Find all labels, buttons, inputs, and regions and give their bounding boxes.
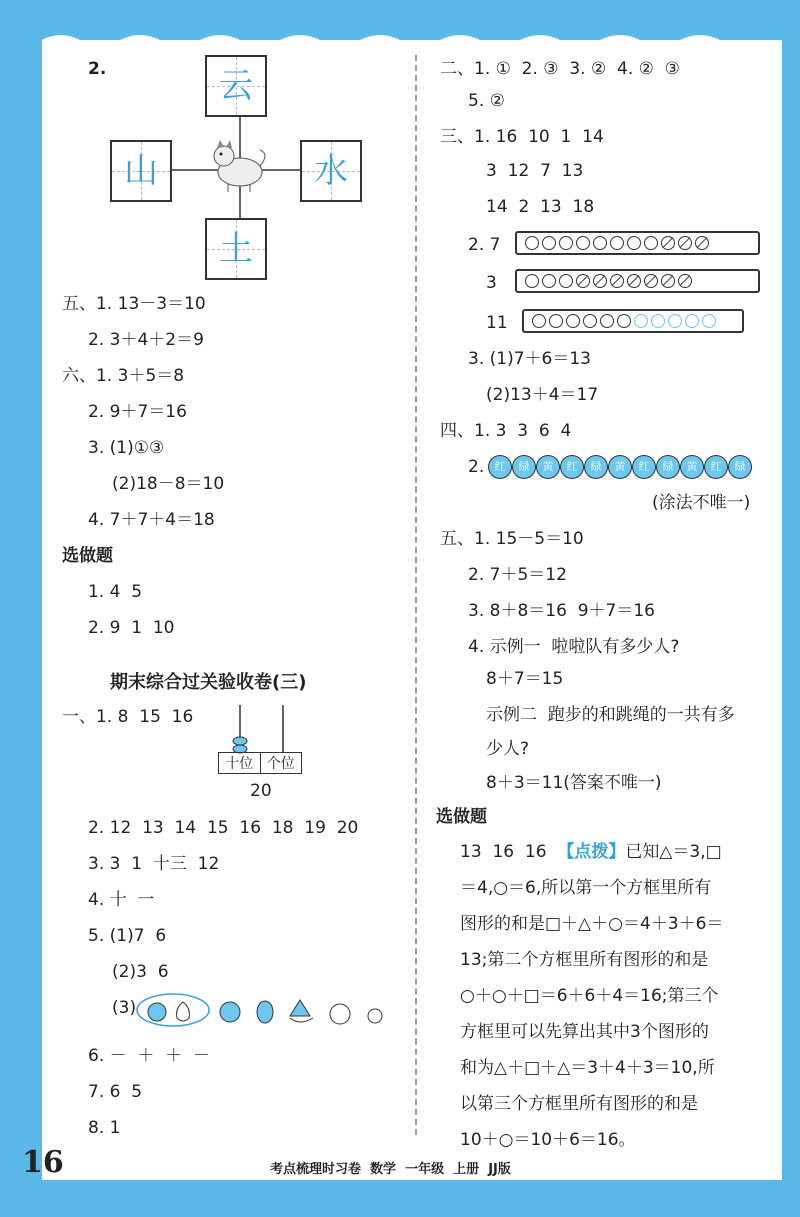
char-box-left: 山 (110, 140, 172, 202)
exam-title: 期末综合过关验收卷(三) (110, 672, 307, 693)
bead-bar-1 (515, 231, 760, 255)
bar2-label: 3 (486, 273, 497, 293)
bar3-label: 11 (486, 313, 508, 333)
tens-label: 十位 (219, 753, 261, 773)
bead-7: 绿 (656, 455, 680, 479)
bead-2: 黄 (536, 455, 560, 479)
r5-4e: 8＋3＝11(答案不唯一) (486, 773, 662, 793)
char-box-bottom: 土 (205, 218, 267, 280)
r3-3b: (2)13＋4＝17 (486, 385, 599, 405)
fruit-row (135, 990, 395, 1030)
char-box-top: 云 (205, 55, 267, 117)
r5-4a: 4. 示例一 啦啦队有多少人? (468, 637, 680, 657)
bead-9: 红 (704, 455, 728, 479)
bead-4: 绿 (584, 455, 608, 479)
bar1-label: 2. 7 (468, 235, 501, 255)
pear-icon (177, 1002, 190, 1021)
optional-title-right: 选做题 (436, 807, 487, 827)
hint-line-5: ○＋○＋□＝6＋6＋4＝16;第三个 (460, 986, 719, 1006)
watermelon-icon (220, 1002, 240, 1022)
e1-5c: (3) (112, 998, 137, 1018)
r5-1: 五、1. 15－5＝10 (440, 529, 584, 549)
r3-1c: 14 2 13 18 (486, 197, 595, 217)
hint-line-9: 10＋○＝10＋6＝16。 (460, 1130, 636, 1150)
s6-2: 2. 9＋7＝16 (88, 402, 187, 422)
bead-8: 黄 (680, 455, 704, 479)
r5-4d: 少人? (486, 739, 530, 759)
hint-line-3: 图形的和是□＋△＋○＝4＋3＋6＝ (460, 914, 724, 934)
e1-5b: (2)3 6 (112, 962, 169, 982)
bead-10: 绿 (728, 455, 752, 479)
e1-6: 6. － ＋ ＋ － (88, 1046, 211, 1066)
orange-icon (330, 1004, 350, 1024)
r3-3a: 3. (1)7＋6＝13 (468, 349, 591, 369)
banana-icon (290, 1018, 313, 1022)
e1-7: 7. 6 5 (88, 1082, 143, 1102)
pineapple-icon (257, 1001, 273, 1023)
bead-3: 红 (560, 455, 584, 479)
e1-3: 3. 3 1 十三 12 (88, 854, 220, 874)
char-box-right: 水 (300, 140, 362, 202)
r4-note: (涂法不唯一) (652, 493, 751, 513)
opt-2: 2. 9 1 10 (88, 618, 175, 638)
r5-2: 2. 7＋5＝12 (468, 565, 567, 585)
r5-3: 3. 8＋8＝16 9＋7＝16 (468, 601, 655, 621)
triangle-icon (290, 1000, 310, 1016)
e1-2: 2. 12 13 14 15 16 18 19 20 (88, 818, 359, 838)
r5-4c: 示例二 跑步的和跳绳的一共有多 (486, 705, 735, 725)
footer-text: 考点梳理时习卷 数学 一年级 上册 JJ版 (270, 1162, 511, 1177)
r4-2: 2. (468, 457, 485, 477)
optional-title-left: 选做题 (62, 546, 113, 566)
e1-8: 8. 1 (88, 1118, 121, 1138)
hint-line-2: ＝4,○＝6,所以第一个方框里所有 (460, 878, 712, 898)
hint-line-7: 和为△＋□＋△＝3＋4＋3＝10,所 (460, 1058, 715, 1078)
e1-5a: 5. (1)7 6 (88, 926, 167, 946)
place-value-table (218, 752, 302, 774)
r4-1: 四、1. 3 3 6 4 (440, 421, 572, 441)
hint-line-6: 方框里可以先算出其中3个图形的 (460, 1022, 709, 1042)
bead-5: 黄 (608, 455, 632, 479)
r2-5: 5. ② (468, 91, 505, 111)
r3-1b: 3 12 7 13 (486, 161, 584, 181)
s5-2: 2. 3＋4＋2＝9 (88, 330, 204, 350)
small-fruit-icon (368, 1009, 382, 1023)
hint-line-8: 以第三个方框里所有图形的和是 (460, 1094, 698, 1114)
r5-4b: 8＋7＝15 (486, 669, 564, 689)
bead-1: 绿 (512, 455, 536, 479)
e1-4: 4. 十 一 (88, 890, 155, 910)
column-divider (415, 55, 417, 1135)
hint-line-4: 13;第二个方框里所有图形的和是 (460, 950, 709, 970)
page-number: 16 (22, 1145, 64, 1180)
r3-1a: 三、1. 16 10 1 14 (440, 127, 604, 147)
s6-3a: 3. (1)①③ (88, 438, 165, 458)
bead-bar-3 (522, 309, 744, 333)
bead-6: 红 (632, 455, 656, 479)
s6-4: 4. 7＋7＋4＝18 (88, 510, 215, 530)
apple-icon (148, 1003, 166, 1021)
q2-label: 2. (88, 59, 107, 79)
bead-0: 红 (488, 455, 512, 479)
s5-1: 五、1. 13－3＝10 (62, 294, 206, 314)
opt-1: 1. 4 5 (88, 582, 143, 602)
r2-1: 二、1. ① 2. ③ 3. ② 4. ② ③ (440, 59, 680, 79)
bead-bar-2 (515, 269, 760, 293)
ones-label: 个位 (266, 756, 295, 772)
e1-1: 一、1. 8 15 16 (62, 707, 194, 727)
hint-line-1: 13 16 16 【点拨】已知△＝3,□ (460, 842, 722, 862)
s6-1: 六、1. 3＋5＝8 (62, 366, 185, 386)
abacus-value: 20 (250, 781, 272, 801)
s6-3b: (2)18－8＝10 (112, 474, 225, 494)
